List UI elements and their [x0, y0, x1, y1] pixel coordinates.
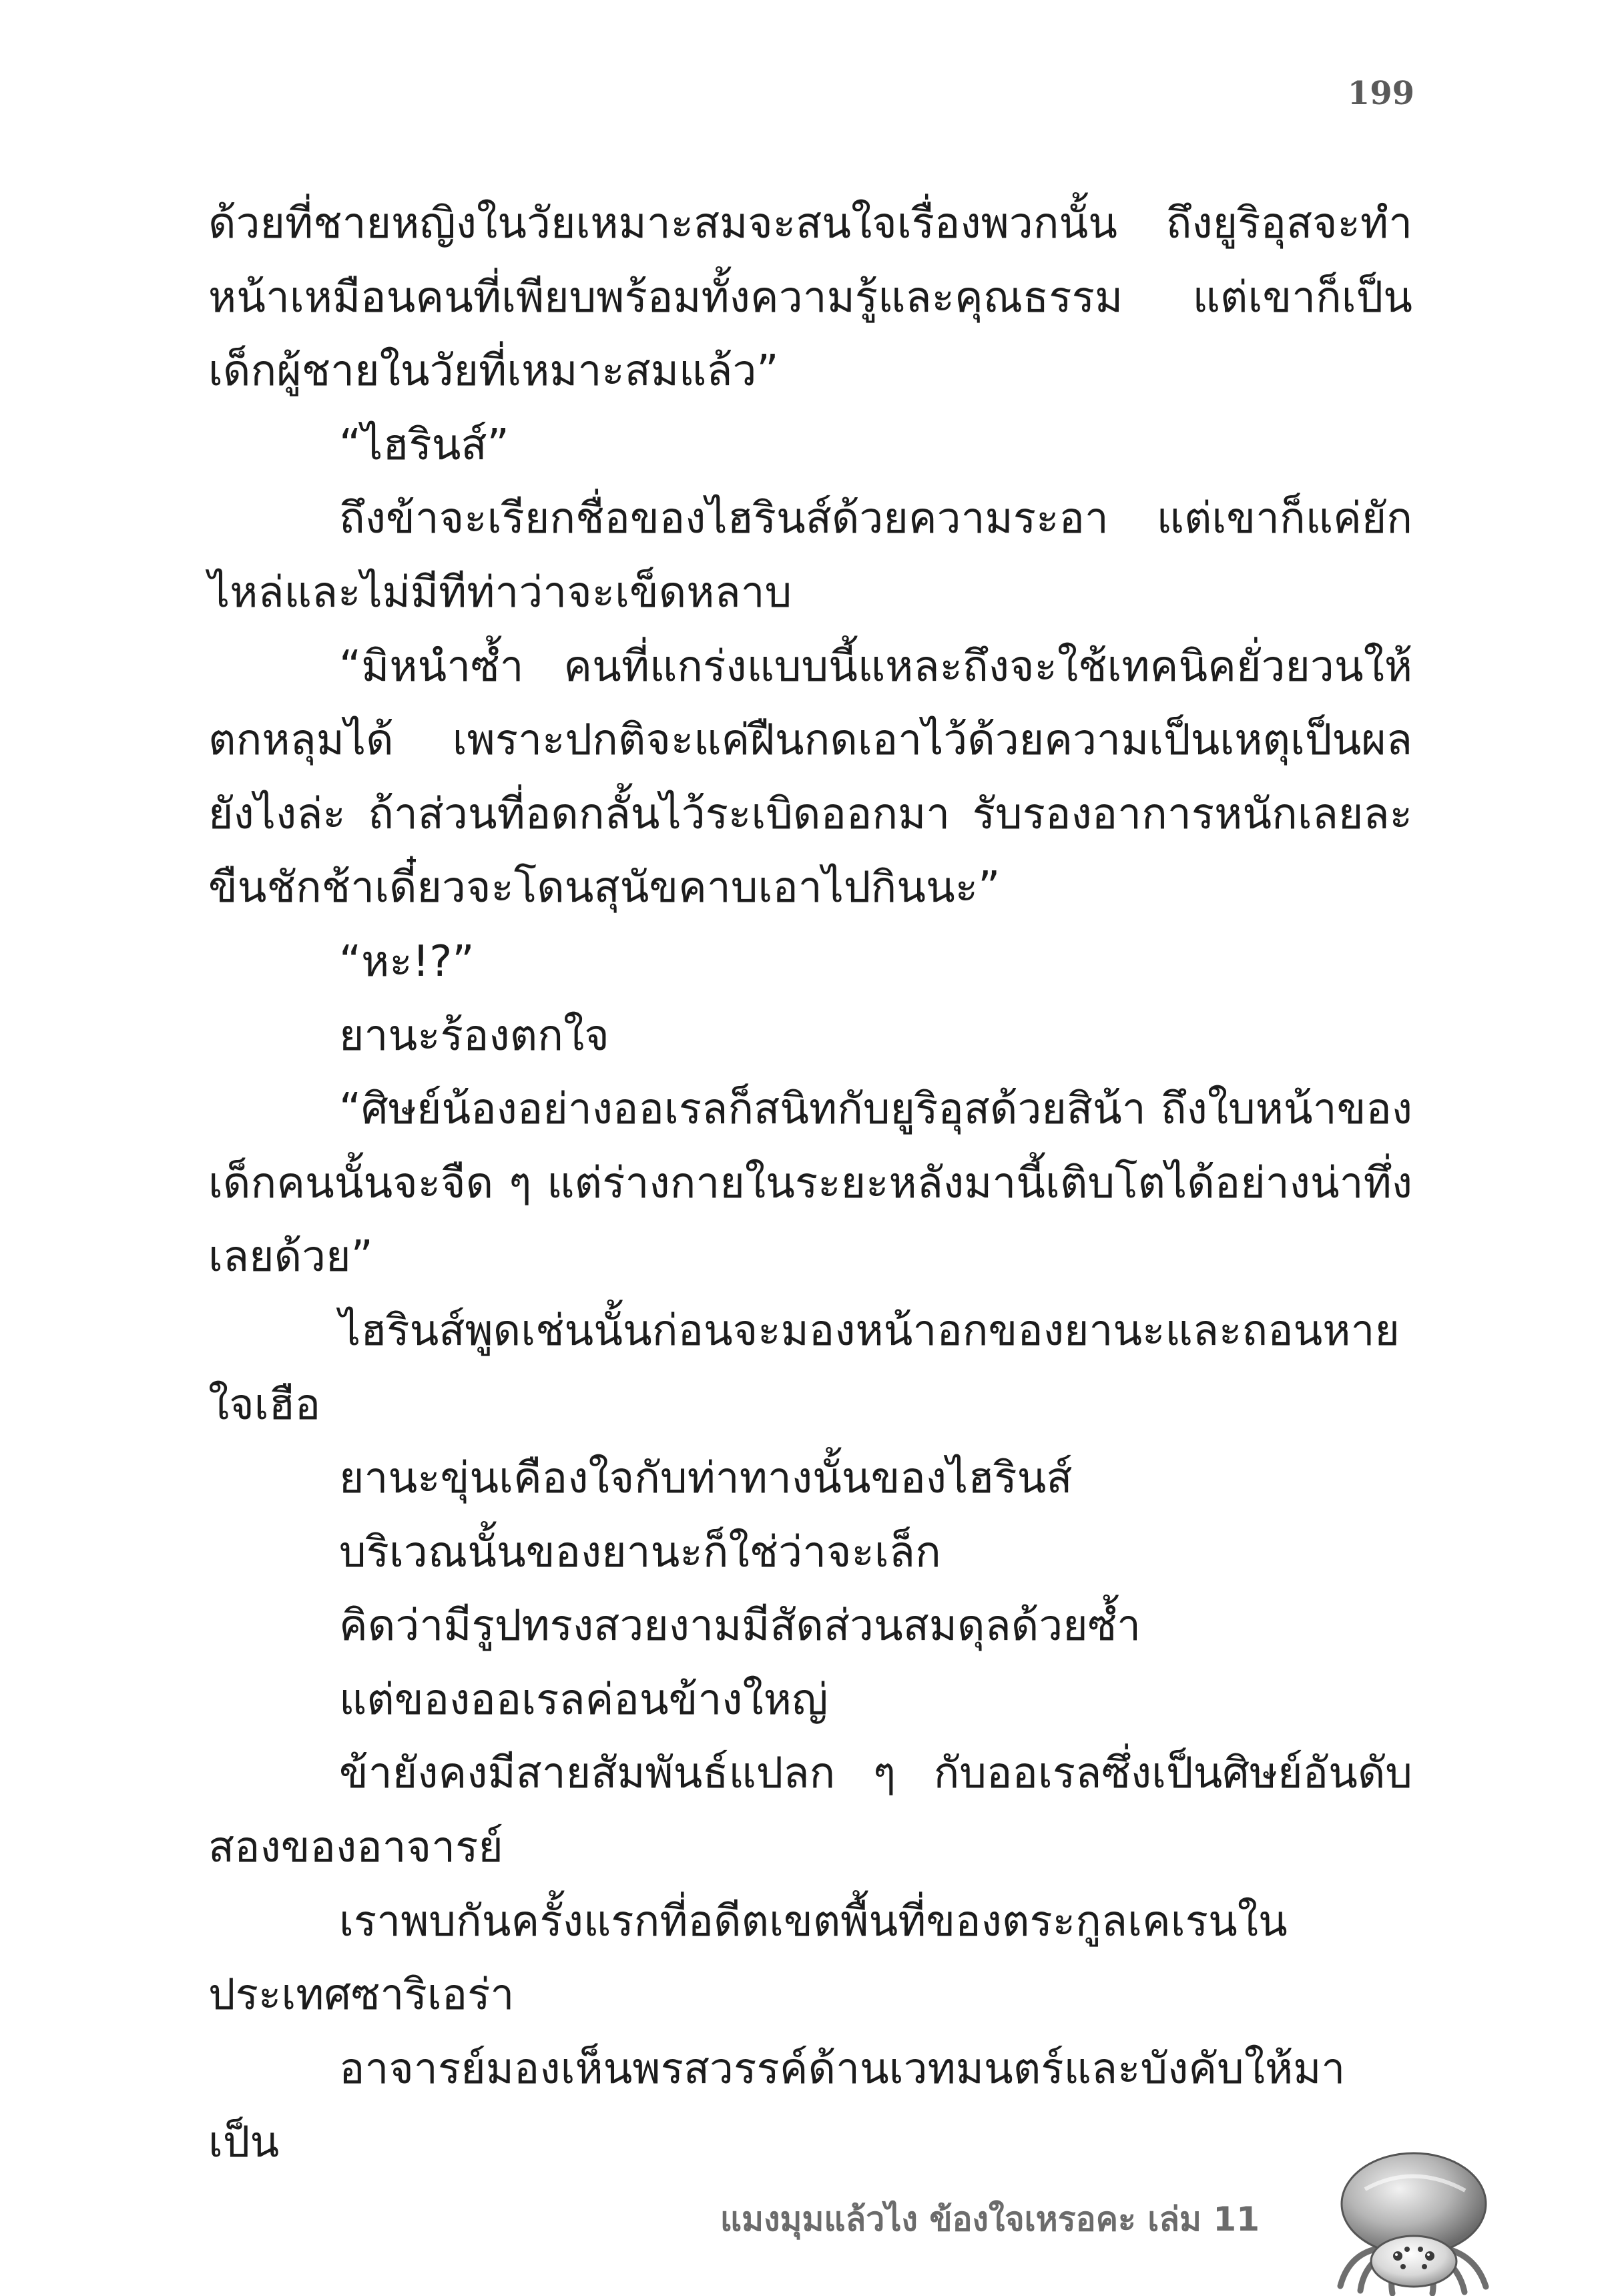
paragraph: “หะ!?”	[339, 936, 475, 986]
spider-mascot-icon	[1328, 2149, 1502, 2296]
paragraph: “มิหนำซ้ำ คนที่แกร่งแบบนี้แหละถึงจะใช้เทคนิคยั่วยวนให้ตกหลุมได้ เพราะปกติจะแค่ฝืนกดเอาไว้ด้วยความเป็นเหตุเป็นผลยังไงล่ะ ถ้าส่วนที่อดกลั้นไว้ระเบิดออกมา รับรองอาการหนักเลยละ ขืนชักช้าเดี๋ยวจะโดนสุนัขคาบเอาไปกินนะ”	[208, 641, 1412, 913]
paragraph: ด้วยที่ชายหญิงในวัยเหมาะสมจะสนใจเรื่องพวกนั้น ถึงยูริอุสจะทำหน้าเหมือนคนที่เพียบพร้อมทั้งความรู้และคุณธรรม แต่เขาก็เป็นเด็กผู้ชายในวัยที่เหมาะสมแล้ว”	[208, 199, 1412, 396]
paragraph: ข้ายังคงมีสายสัมพันธ์แปลก ๆ กับออเรลซึ่งเป็นศิษย์อันดับสองของอาจารย์	[208, 1749, 1412, 1873]
paragraph: ยานะขุ่นเคืองใจกับท่าทางนั้นของไฮรินส์	[339, 1454, 1073, 1504]
paragraph: ยานะร้องตกใจ	[339, 1011, 609, 1061]
paragraph: บริเวณนั้นของยานะก็ใช่ว่าจะเล็ก	[339, 1527, 941, 1577]
book-title: แมงมุมแล้วไง ข้องใจเหรอคะ เล่ม 11	[720, 2200, 1260, 2239]
paragraph: เราพบกันครั้งแรกที่อดีตเขตพื้นที่ของตระกูลเคเรนในประเทศซาริเอร่า	[208, 1896, 1288, 2020]
paragraph: ถึงข้าจะเรียกชื่อของไฮรินส์ด้วยความระอา แต่เขาก็แค่ยักไหล่และไม่มีทีท่าว่าจะเข็ดหลาบ	[208, 494, 1412, 617]
page-number: 199	[1347, 75, 1414, 112]
paragraph: แต่ของออเรลค่อนข้างใหญ่	[339, 1675, 828, 1725]
paragraph: “ไฮรินส์”	[339, 420, 509, 470]
paragraph: “ศิษย์น้องอย่างออเรลก็สนิทกับยูริอุสด้วยสิน้า ถึงใบหน้าของเด็กคนนั้นจะจืด ๆ แต่ร่างกายในระยะหลังมานี้เติบโตได้อย่างน่าทึ่งเลยด้วย”	[208, 1085, 1412, 1282]
paragraph: คิดว่ามีรูปทรงสวยงามมีสัดส่วนสมดุลด้วยซ้ำ	[339, 1601, 1141, 1651]
footer	[0, 2149, 1612, 2296]
paragraph: ไฮรินส์พูดเช่นนั้นก่อนจะมองหน้าอกของยานะและถอนหายใจเฮือ	[208, 1306, 1400, 1430]
body-text	[208, 187, 1412, 2180]
paragraph: อาจารย์มองเห็นพรสวรรค์ด้านเวทมนตร์และบังคับให้มาเป็น	[208, 2044, 1346, 2168]
